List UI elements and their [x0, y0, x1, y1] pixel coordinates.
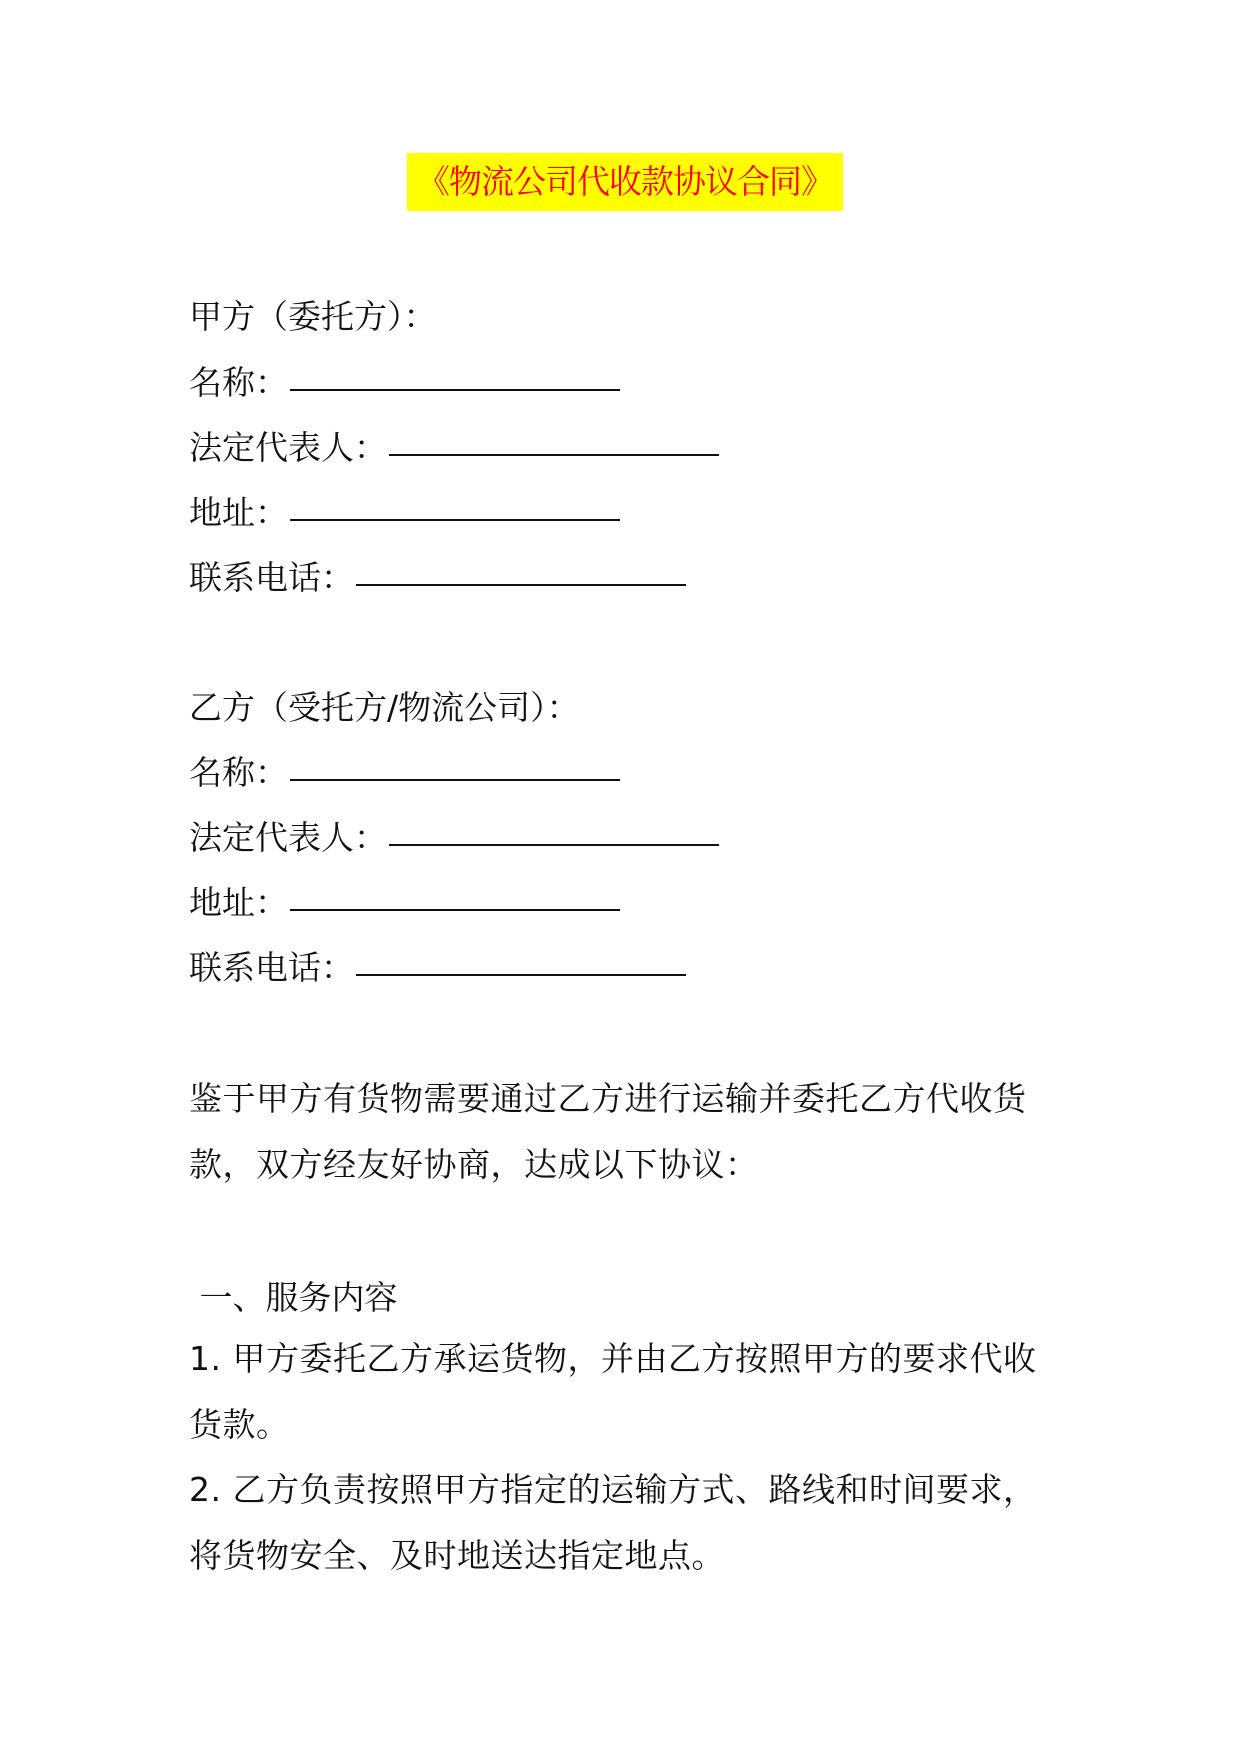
field-label: 名称： [189, 363, 288, 402]
party-a-address-field [189, 492, 620, 534]
party-b-representative-field [189, 817, 719, 859]
field-label: 名称： [189, 753, 288, 792]
party-a-heading: 甲方（委托方）： [189, 297, 437, 336]
blank-line [290, 519, 620, 521]
field-label: 联系电话： [189, 558, 354, 597]
field-label: 联系电话： [189, 948, 354, 987]
party-b-address-field [189, 882, 620, 924]
preamble-paragraph: 鉴于甲方有货物需要通过乙方进行运输并委托乙方代收货款，双方经友好协商，达成以下协议： [189, 1079, 1027, 1184]
field-label: 地址： [189, 883, 288, 922]
document-title: 《物流公司代收款协议合同》 [407, 153, 843, 211]
section-1-item-2: 2. 乙方负责按照甲方指定的运输方式、路线和时间要求，将货物安全、及时地送达指定地点。 [189, 1470, 1037, 1575]
blank-line [389, 454, 719, 456]
blank-line [290, 909, 620, 911]
field-label: 法定代表人： [189, 818, 387, 857]
blank-line [356, 584, 686, 586]
blank-line [356, 974, 686, 976]
party-a-phone-field [189, 557, 686, 599]
section-1-heading: 一、服务内容 [189, 1278, 398, 1317]
party-b-phone-field [189, 947, 686, 989]
field-label: 地址： [189, 493, 288, 532]
party-b-heading: 乙方（受托方/物流公司）： [189, 688, 580, 727]
field-label: 法定代表人： [189, 428, 387, 467]
party-a-name-field [189, 362, 620, 404]
party-b-name-field [189, 752, 620, 794]
section-1-item-1: 1. 甲方委托乙方承运货物，并由乙方按照甲方的要求代收货款。 [189, 1339, 1037, 1444]
blank-line [290, 779, 620, 781]
blank-line [290, 389, 620, 391]
blank-line [389, 844, 719, 846]
party-a-representative-field [189, 427, 719, 469]
